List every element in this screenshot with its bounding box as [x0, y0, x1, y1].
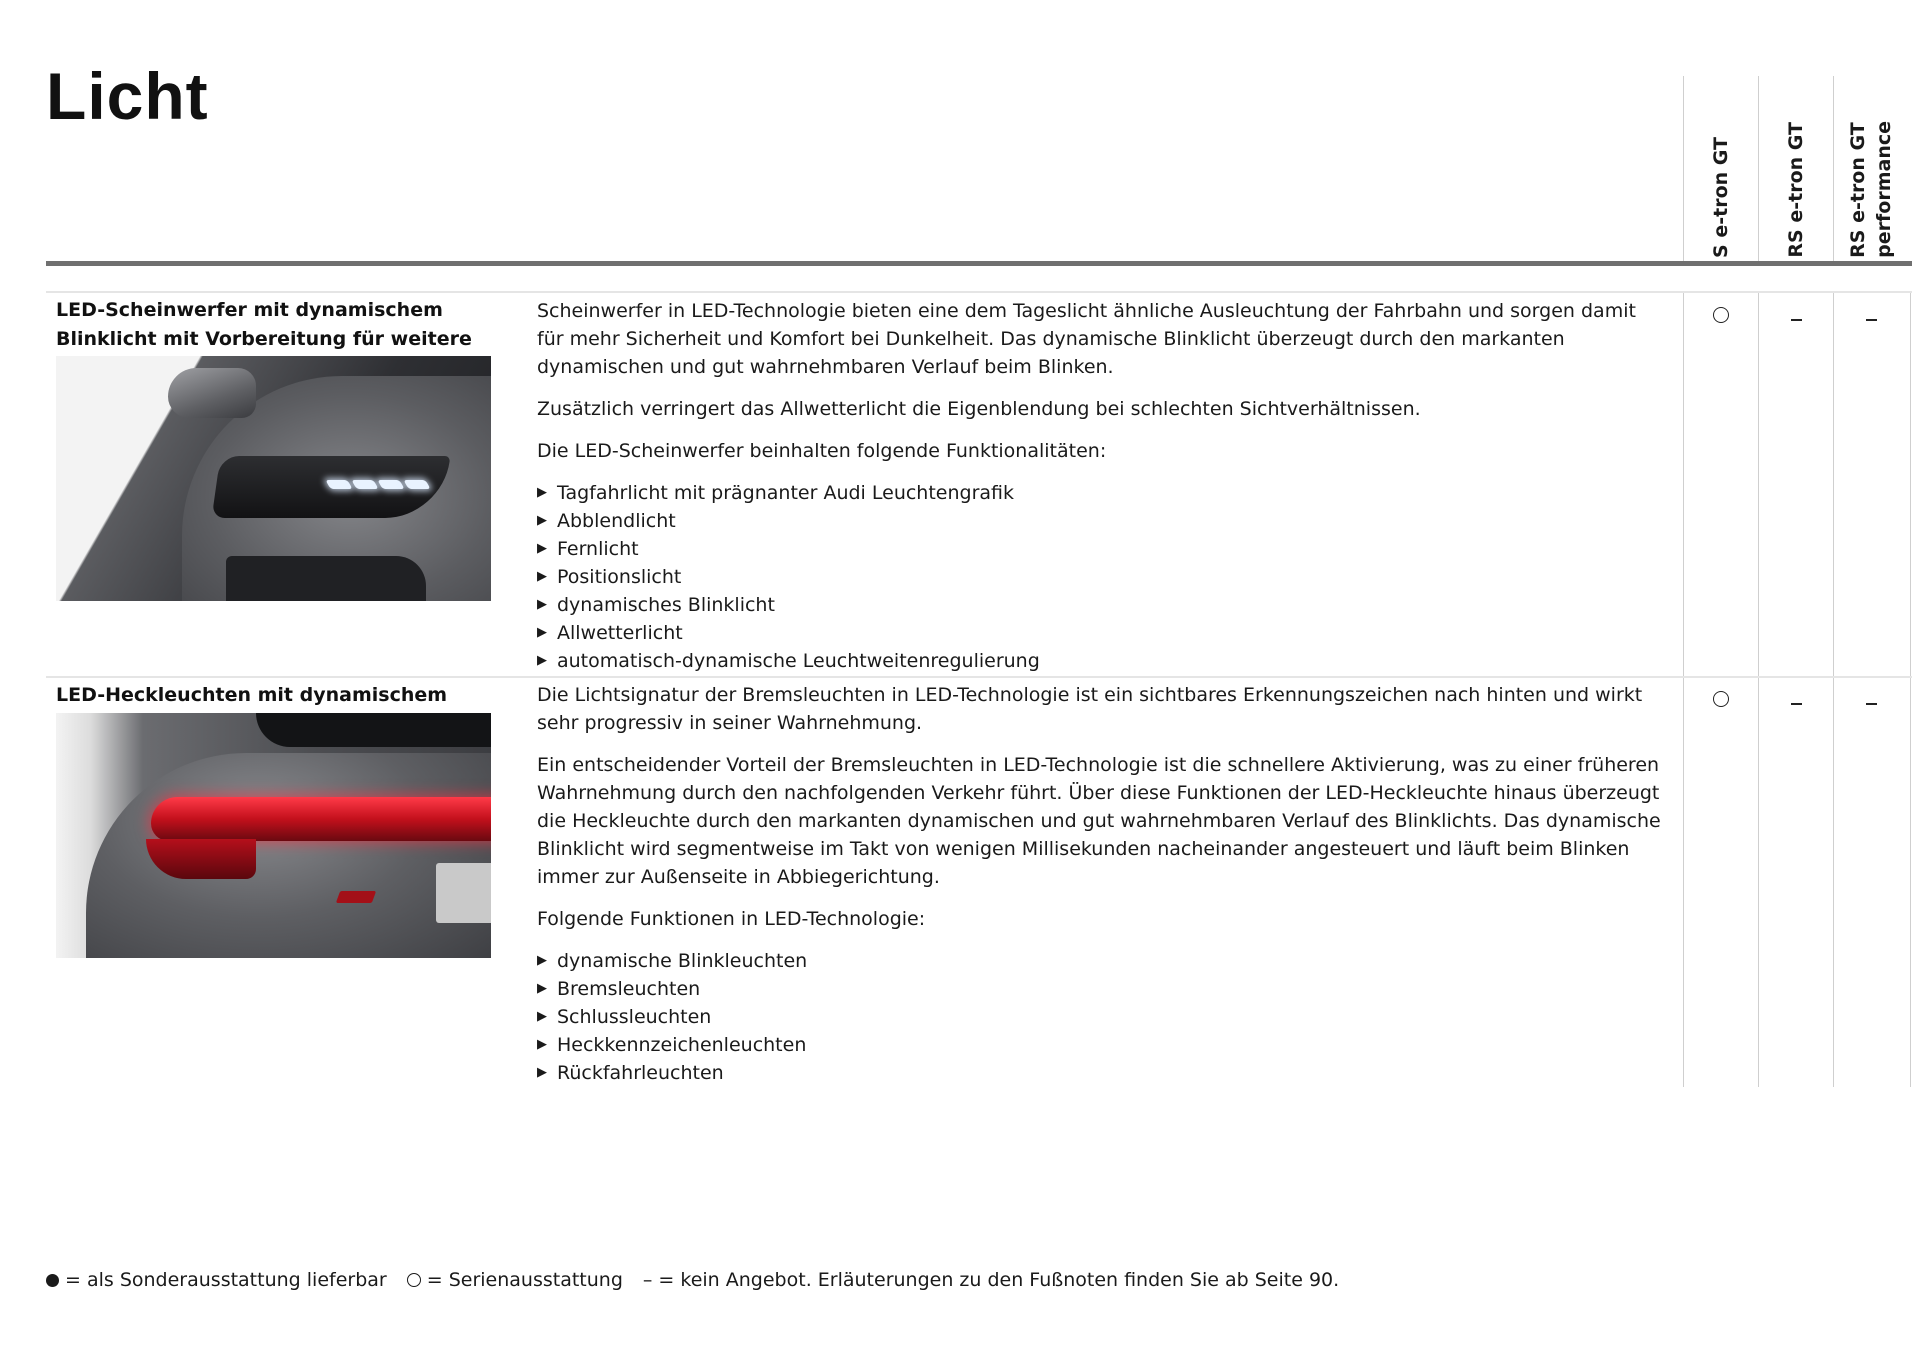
- taillight-photo: [56, 713, 491, 958]
- legend: [46, 1266, 1339, 1294]
- list-item: ▶ automatisch-dynamische Leuchtweitenregulierung: [537, 647, 1667, 675]
- feature-list: [537, 947, 1667, 1087]
- description-paragraph: Folgende Funktionen in LED-Technologie:: [537, 908, 926, 930]
- legend-none: – = kein Angebot. Erläuterungen zu den Fußnoten finden Sie ab Seite 90.: [642, 1269, 1340, 1291]
- column-header-label: S e-tron GT: [1710, 137, 1732, 258]
- taillamp-shape: [151, 797, 491, 841]
- legend-optional: = als Sonderausstattung lieferbar: [65, 1269, 387, 1291]
- header-rule: [46, 261, 1912, 266]
- list-item: ▶ Abblendlicht: [537, 507, 1667, 535]
- mark-none-dash-icon: [1834, 686, 1908, 710]
- column-header-rs-etron-gt-performance: [1834, 70, 1908, 258]
- feature-title: LED-Scheinwerfer mit dynamischem Blinklicht mit Vorbereitung für weitere: [56, 299, 472, 350]
- mirror-shape: [168, 368, 256, 418]
- headlight-photo: [56, 356, 491, 601]
- triangle-bullet-icon: ▶: [537, 1037, 547, 1052]
- list-item: ▶ Schlussleuchten: [537, 1003, 1667, 1031]
- description-paragraph: Ein entscheidender Vorteil der Bremsleuchten in LED-Technologie ist die schnellere Aktivierung, was zu einer früheren Wahrnehmung durch den nachfolgenden Verkehr führt. Über diese Funktionen der LED-Heckleuchte hinaus überzeugt die Heckleuchte durch den markanten dynamischen und gut wahrnehmbaren Verlauf des Blinklichts. Das dynamische Blinklicht wird segmentweise im Takt von wenigen Millisekunden nacheinander angesteuert und läuft beim Blinken immer zur Außenseite in Abbiegerichtung.: [537, 754, 1661, 888]
- circle-icon: [407, 1273, 421, 1287]
- triangle-bullet-icon: ▶: [537, 1009, 547, 1024]
- mark-none-dash-icon: [1759, 302, 1833, 326]
- description-paragraph: Scheinwerfer in LED-Technologie bieten eine dem Tageslicht ähnliche Ausleuchtung der Fahrbahn und sorgen damit für mehr Sicherheit und Komfort bei Dunkelheit. Das dynamische Blinklicht überzeugt durch den markanten dynamischen und gut wahrnehmbaren Verlauf beim Blinken.: [537, 300, 1636, 378]
- s-badge-shape: [336, 891, 376, 903]
- list-item: ▶ Rückfahrleuchten: [537, 1059, 1667, 1087]
- mark-none-dash-icon: [1759, 686, 1833, 710]
- triangle-bullet-icon: ▶: [537, 541, 547, 556]
- triangle-bullet-icon: ▶: [537, 1065, 547, 1080]
- description-paragraph: Zusätzlich verringert das Allwetterlicht die Eigenblendung bei schlechten Sichtverhältnissen.: [537, 398, 1421, 420]
- description-paragraph: Die LED-Scheinwerfer beinhalten folgende Funktionalitäten:: [537, 440, 1107, 462]
- column-header-s-etron-gt: [1684, 70, 1758, 258]
- triangle-bullet-icon: ▶: [537, 513, 547, 528]
- triangle-bullet-icon: ▶: [537, 981, 547, 996]
- feature-description: [537, 681, 1667, 1087]
- list-item: ▶ Heckkennzeichenleuchten: [537, 1031, 1667, 1059]
- page-title: Licht: [46, 59, 209, 133]
- list-item: ▶ dynamische Blinkleuchten: [537, 947, 1667, 975]
- mark-standard-circle-icon: [1684, 686, 1758, 712]
- feature-title: LED-Heckleuchten mit dynamischem: [56, 684, 448, 706]
- list-item: ▶ Bremsleuchten: [537, 975, 1667, 1003]
- mark-standard-circle-icon: [1684, 302, 1758, 328]
- triangle-bullet-icon: ▶: [537, 953, 547, 968]
- column-divider: [1910, 292, 1911, 1087]
- list-item: ▶ Tagfahrlicht mit prägnanter Audi Leuchtengrafik: [537, 479, 1667, 507]
- filled-dot-icon: [46, 1274, 59, 1287]
- column-header-label: RS e-tron GT performance: [1847, 121, 1895, 258]
- list-item: ▶ Fernlicht: [537, 535, 1667, 563]
- triangle-bullet-icon: ▶: [537, 597, 547, 612]
- triangle-bullet-icon: ▶: [537, 653, 547, 668]
- feature-description: [537, 297, 1667, 675]
- feature-list: [537, 479, 1667, 675]
- list-item: ▶ Positionslicht: [537, 563, 1667, 591]
- list-item: ▶ Allwetterlicht: [537, 619, 1667, 647]
- mark-none-dash-icon: [1834, 302, 1908, 326]
- triangle-bullet-icon: ▶: [537, 485, 547, 500]
- row-separator: [46, 291, 1912, 293]
- description-paragraph: Die Lichtsignatur der Bremsleuchten in LED-Technologie ist ein sichtbares Erkennungszeichen nach hinten und wirkt sehr progressiv in seiner Wahrnehmung.: [537, 684, 1643, 734]
- row-separator: [46, 676, 1912, 678]
- column-header-rs-etron-gt: [1759, 70, 1833, 258]
- list-item: ▶ dynamisches Blinklicht: [537, 591, 1667, 619]
- triangle-bullet-icon: ▶: [537, 625, 547, 640]
- legend-standard: = Serienausstattung: [426, 1269, 623, 1291]
- column-header-label: RS e-tron GT: [1785, 122, 1807, 258]
- triangle-bullet-icon: ▶: [537, 569, 547, 584]
